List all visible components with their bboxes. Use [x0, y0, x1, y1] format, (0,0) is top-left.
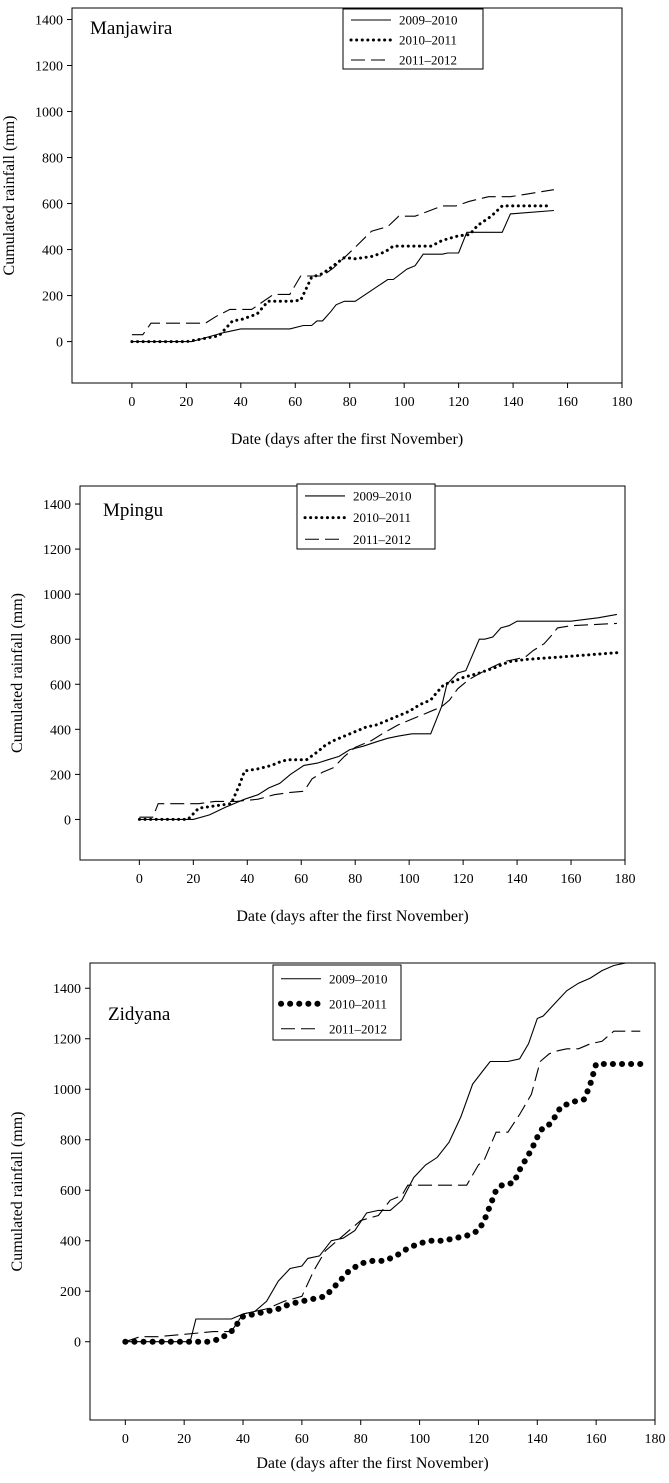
x-tick-label: 0 [135, 872, 143, 887]
x-tick-label: 80 [342, 395, 357, 410]
legend-label: 2010–2011 [399, 32, 458, 48]
legend-label: 2011–2012 [329, 1021, 388, 1037]
chart-panel-manjawira [0, 0, 669, 460]
chart-manjawira [0, 0, 669, 460]
y-tick-label: 600 [60, 1184, 81, 1200]
x-tick-label: 80 [353, 1432, 368, 1447]
y-axis-title: Cumulated rainfall (mm) [9, 1111, 26, 1272]
legend [273, 965, 401, 1040]
chart-title: Manjawira [90, 18, 173, 39]
chart-title: Zidyana [108, 1004, 171, 1025]
x-axis-title: Date (days after the first November) [236, 908, 469, 925]
legend-label: 2009–2010 [353, 488, 412, 504]
series-line-2009–2010 [139, 614, 617, 819]
x-tick-label: 120 [448, 395, 470, 410]
x-tick-label: 140 [526, 1432, 548, 1447]
x-tick-label: 20 [177, 1432, 192, 1447]
x-tick-label: 100 [393, 395, 415, 410]
y-tick-label: 0 [74, 1335, 81, 1351]
y-tick-label: 400 [42, 243, 63, 259]
y-tick-label: 200 [50, 768, 71, 784]
legend-label: 2009–2010 [399, 12, 458, 28]
series-line-2011–2012 [125, 1031, 640, 1342]
y-tick-label: 1200 [53, 1032, 81, 1048]
y-tick-label: 1000 [35, 105, 63, 121]
x-tick-label: 120 [467, 1432, 489, 1447]
chart-mpingu [0, 478, 669, 948]
x-tick-label: 40 [233, 395, 248, 410]
x-tick-label: 140 [506, 872, 528, 887]
y-tick-label: 0 [64, 813, 71, 829]
y-tick-label: 800 [50, 633, 71, 649]
chart-title: Mpingu [103, 500, 164, 521]
y-axis-title: Cumulated rainfall (mm) [1, 115, 18, 276]
y-tick-label: 1200 [43, 543, 71, 559]
x-tick-label: 120 [452, 872, 474, 887]
chart-zidyana [0, 955, 669, 1483]
x-tick-label: 140 [502, 395, 524, 410]
x-tick-label: 20 [186, 872, 201, 887]
y-tick-label: 400 [50, 723, 71, 739]
chart-panel-mpingu [0, 478, 669, 948]
series-line-2011–2012 [139, 623, 617, 817]
x-tick-label: 100 [409, 1432, 431, 1447]
y-tick-label: 600 [42, 197, 63, 213]
legend-label: 2011–2012 [399, 52, 458, 68]
y-tick-label: 1400 [53, 982, 81, 998]
y-tick-label: 1400 [35, 13, 63, 29]
y-tick-label: 600 [50, 678, 71, 694]
y-axis-title: Cumulated rainfall (mm) [9, 593, 26, 753]
x-tick-label: 0 [128, 395, 136, 410]
chart-panel-zidyana [0, 955, 669, 1483]
legend [297, 484, 435, 549]
x-tick-label: 60 [288, 395, 303, 410]
x-tick-label: 20 [179, 395, 194, 410]
x-tick-label: 160 [560, 872, 582, 887]
y-tick-label: 1000 [53, 1083, 81, 1099]
y-tick-label: 800 [60, 1133, 81, 1149]
series-line-2010–2011 [132, 206, 551, 342]
legend-label: 2009–2010 [329, 971, 388, 987]
y-tick-label: 1000 [43, 588, 71, 604]
legend [343, 9, 483, 69]
y-tick-label: 1200 [35, 59, 63, 75]
legend-label: 2011–2012 [353, 531, 412, 547]
y-tick-label: 400 [60, 1234, 81, 1250]
x-tick-label: 60 [294, 1432, 309, 1447]
y-tick-label: 200 [60, 1285, 81, 1301]
x-axis-title: Date (days after the first November) [256, 1455, 489, 1472]
y-tick-label: 0 [56, 335, 63, 351]
y-tick-label: 1400 [43, 498, 71, 514]
x-tick-label: 180 [644, 1432, 666, 1447]
x-tick-label: 160 [585, 1432, 607, 1447]
x-tick-label: 0 [121, 1432, 129, 1447]
series-line-2010–2011 [125, 1064, 640, 1342]
x-tick-label: 40 [236, 1432, 251, 1447]
y-tick-label: 800 [42, 151, 63, 167]
legend-label: 2010–2011 [329, 996, 388, 1012]
x-axis-title: Date (days after the first November) [230, 431, 464, 448]
x-tick-label: 100 [398, 872, 420, 887]
x-tick-label: 60 [294, 872, 309, 887]
x-tick-label: 180 [611, 395, 633, 410]
y-tick-label: 200 [42, 289, 63, 305]
x-tick-label: 80 [348, 872, 363, 887]
series-line-2009–2010 [132, 211, 554, 342]
series-line-2011–2012 [132, 190, 554, 335]
x-tick-label: 160 [557, 395, 579, 410]
legend-label: 2010–2011 [353, 510, 412, 526]
x-tick-label: 40 [240, 872, 255, 887]
x-tick-label: 180 [614, 872, 636, 887]
